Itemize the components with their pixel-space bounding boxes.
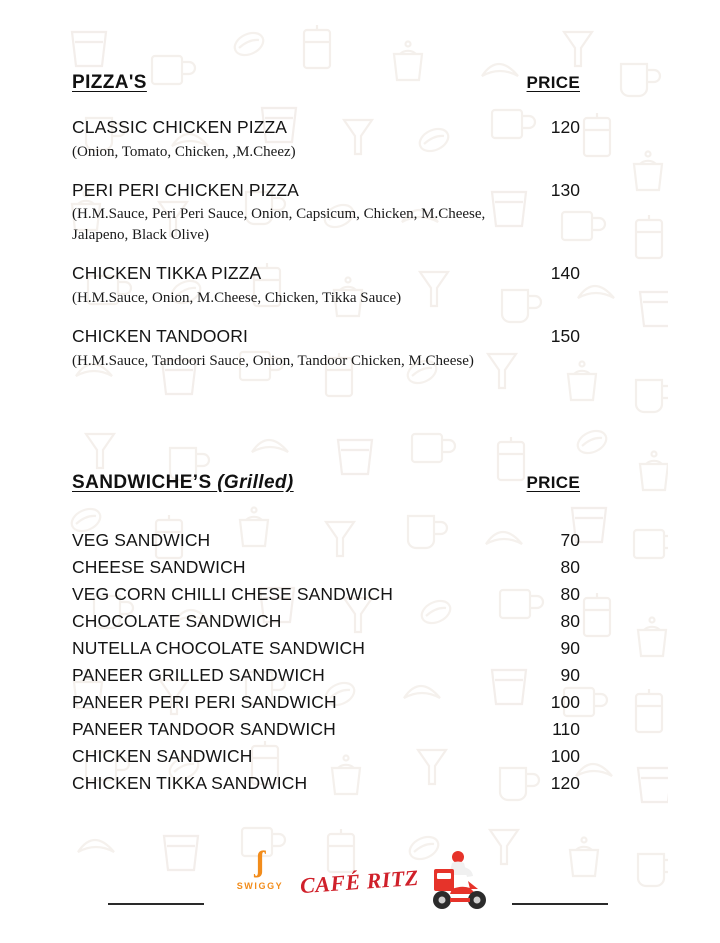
menu-item — [72, 262, 592, 309]
item-description: (H.M.Sauce, Peri Peri Sauce, Onion, Capsicum, Chicken, M.Cheese, Jalapeno, Black Olive) — [72, 206, 486, 244]
item-price: 150 — [550, 325, 580, 346]
section-title-sandwiches — [72, 472, 294, 494]
item-price: 100 — [550, 746, 580, 766]
section-title-pizzas: PIZZA'S — [72, 72, 147, 93]
item-price: 70 — [560, 530, 580, 550]
item-name: VEG CORN CHILLI CHESE SANDWICH — [72, 584, 393, 604]
list-item — [72, 773, 592, 794]
footer-divider-left — [108, 903, 204, 905]
item-price: 80 — [560, 611, 580, 631]
item-price: 120 — [550, 773, 580, 793]
section-pizzas — [72, 72, 592, 388]
section-sandwiches — [72, 472, 592, 800]
list-item — [72, 719, 592, 740]
list-item — [72, 530, 592, 551]
list-item — [72, 692, 592, 713]
item-description: (Onion, Tomato, Chicken, ,M.Cheez) — [72, 143, 296, 160]
menu-item — [72, 179, 592, 247]
item-name: CHOCOLATE SANDWICH — [72, 611, 282, 631]
item-name: CHICKEN TIKKA PIZZA — [72, 263, 262, 284]
list-item — [72, 665, 592, 686]
menu-footer — [0, 845, 720, 925]
cafe-ritz-logo: CAFÉ RITZ — [299, 864, 420, 899]
item-price: 100 — [550, 692, 580, 712]
item-name: PANEER PERI PERI SANDWICH — [72, 692, 337, 712]
section-title-modifier: (Grilled) — [217, 472, 294, 493]
menu-item — [72, 325, 592, 372]
item-price: 120 — [550, 117, 580, 137]
item-name: CLASSIC CHICKEN PIZZA — [72, 117, 288, 137]
item-name: VEG SANDWICH — [72, 530, 211, 550]
menu-item — [72, 116, 592, 163]
item-description: (H.M.Sauce, Tandoori Sauce, Onion, Tandoor Chicken, M.Cheese) — [72, 352, 474, 369]
item-price: 80 — [560, 584, 580, 604]
item-price: 80 — [560, 557, 580, 577]
item-price: 110 — [552, 719, 580, 739]
list-item — [72, 638, 592, 659]
section-header-sandwiches — [72, 472, 592, 494]
price-column-header-sandwiches: PRICE — [526, 473, 580, 492]
footer-divider-right — [512, 903, 608, 905]
item-name: PANEER TANDOOR SANDWICH — [72, 719, 336, 739]
price-column-header-pizzas: PRICE — [526, 73, 580, 92]
item-name: CHICKEN TANDOORI — [72, 325, 248, 346]
item-name: PANEER GRILLED SANDWICH — [72, 665, 325, 685]
list-item — [72, 557, 592, 578]
item-description: (H.M.Sauce, Onion, M.Cheese, Chicken, Tikka Sauce) — [72, 289, 402, 306]
list-item — [72, 746, 592, 767]
section-header-pizzas — [72, 72, 592, 94]
item-name: CHICKEN SANDWICH — [72, 746, 253, 766]
item-name: PERI PERI CHICKEN PIZZA — [72, 179, 299, 200]
list-item — [72, 611, 592, 632]
swiggy-mark-icon: ʃ — [255, 845, 265, 878]
section-title-text: SANDWICHE’S — [72, 472, 218, 493]
item-name: NUTELLA CHOCOLATE SANDWICH — [72, 638, 366, 658]
item-name: CHEESE SANDWICH — [72, 557, 246, 577]
delivery-scooter-icon — [424, 845, 494, 915]
swiggy-logo — [232, 847, 288, 891]
swiggy-wordmark: SWIGGY — [236, 881, 284, 891]
item-price: 90 — [560, 638, 580, 658]
item-price: 140 — [550, 263, 580, 284]
item-name: CHICKEN TIKKA SANDWICH — [72, 773, 308, 793]
list-item — [72, 584, 592, 605]
item-price: 130 — [550, 179, 580, 200]
item-price: 90 — [560, 665, 580, 685]
